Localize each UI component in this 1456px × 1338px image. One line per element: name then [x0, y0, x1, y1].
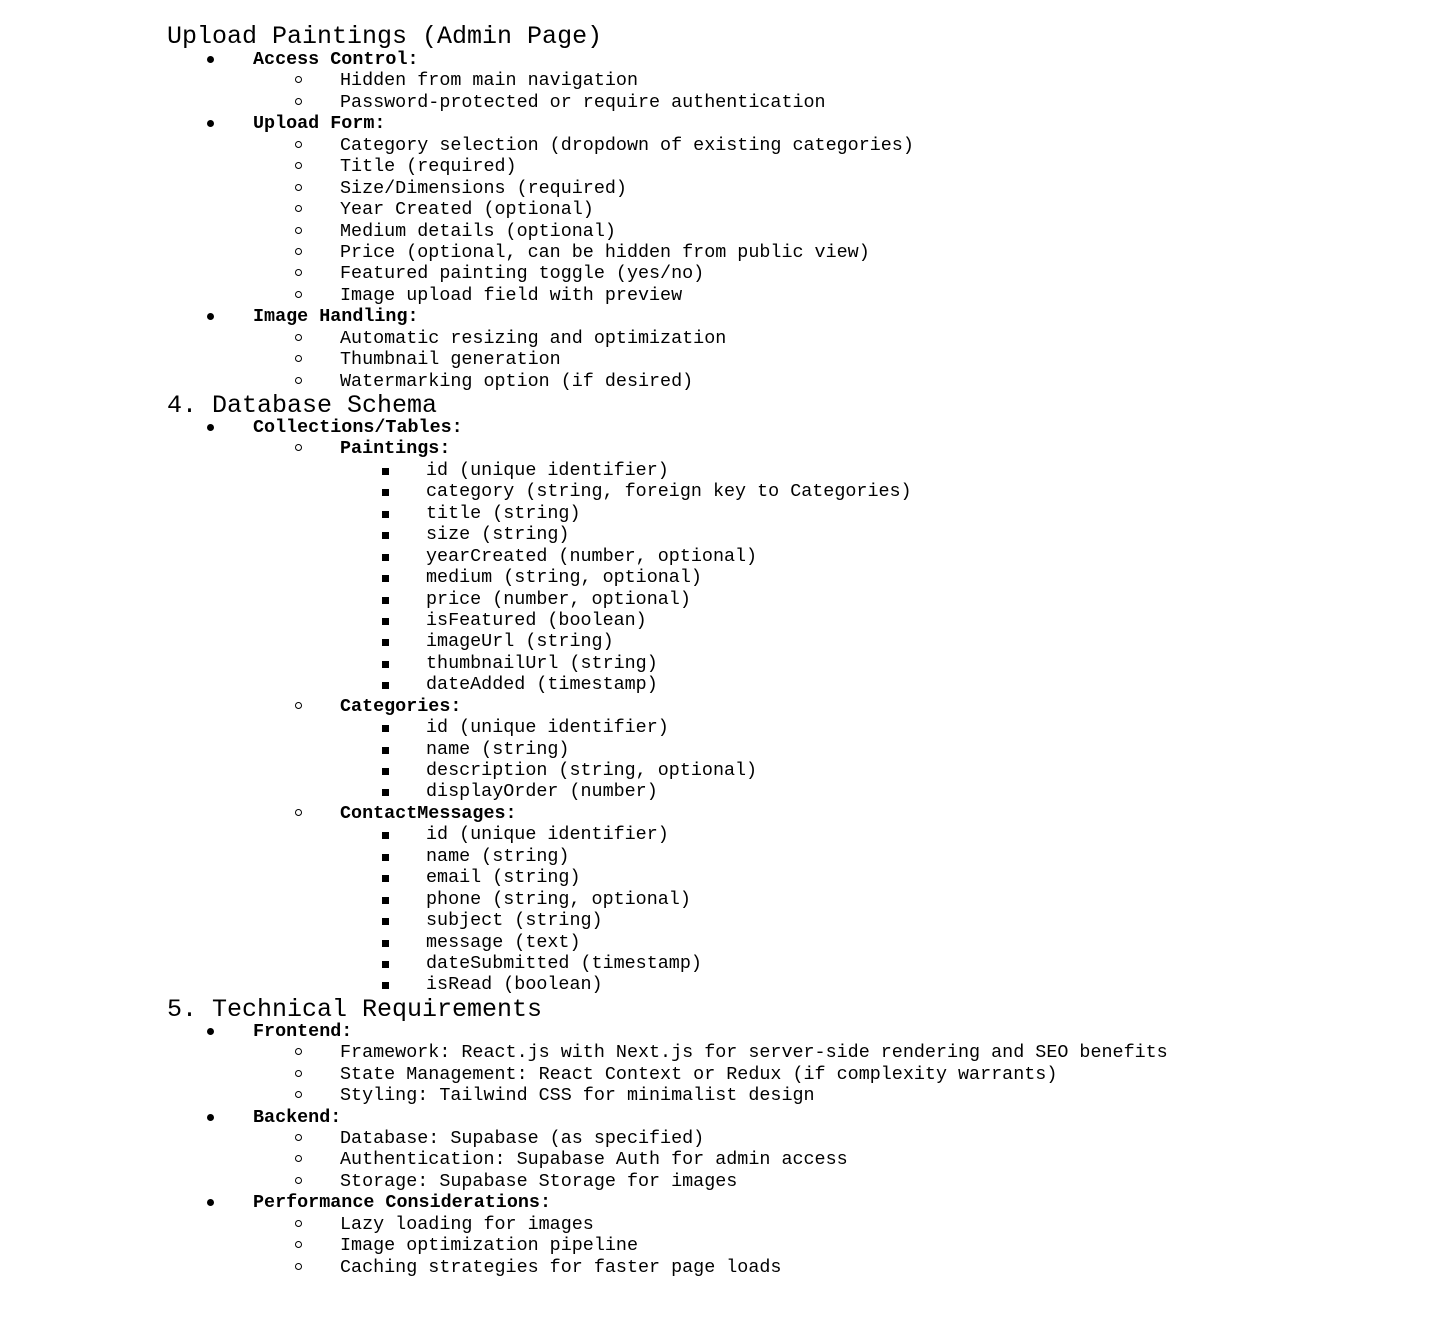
circle-bullet-icon [295, 1070, 302, 1077]
list-item-text: Image upload field with preview [340, 284, 683, 306]
group-item [167, 1107, 1437, 1128]
group-label: Frontend [253, 1020, 342, 1042]
list-item-text: Thumbnail generation [340, 349, 561, 371]
group-item [167, 1192, 1437, 1213]
field-item [167, 524, 1437, 545]
list-item [167, 178, 1437, 199]
field-text: yearCreated (number, optional) [426, 545, 758, 567]
field-item [167, 674, 1437, 695]
group-label: Collections/Tables [253, 417, 452, 438]
field-text: description (string, optional) [426, 760, 758, 781]
section-heading: 4. Database Schema [167, 391, 438, 420]
circle-bullet-icon [295, 205, 302, 212]
field-item [167, 631, 1437, 652]
field-item [167, 481, 1437, 502]
circle-bullet-icon [295, 1048, 302, 1055]
field-item [167, 932, 1437, 953]
subgroup-label: Paintings [340, 438, 440, 460]
group-label: Backend [253, 1106, 331, 1128]
field-item [167, 567, 1437, 588]
list-item [167, 70, 1437, 91]
field-text: imageUrl (string) [426, 631, 614, 653]
list-item [167, 1128, 1437, 1149]
list-item [167, 135, 1437, 156]
field-text: id (unique identifier) [426, 824, 669, 846]
field-text: name (string) [426, 845, 570, 867]
bullet-icon [207, 120, 214, 127]
field-text: message (text) [426, 931, 581, 953]
list-item-text: Year Created (optional) [340, 199, 594, 221]
group-label: Performance Considerations [253, 1192, 540, 1214]
list-item-text: Authentication: Supabase Auth for admin access [340, 1149, 848, 1171]
circle-bullet-icon [295, 355, 302, 362]
list-item-text: Caching strategies for faster page loads [340, 1256, 782, 1278]
circle-bullet-icon [295, 1091, 302, 1098]
field-text: email (string) [426, 867, 581, 889]
list-item [167, 1042, 1437, 1063]
field-text: id (unique identifier) [426, 717, 669, 739]
square-bullet-icon [382, 511, 389, 518]
group-label: Image Handling [253, 306, 408, 328]
field-text: price (number, optional) [426, 588, 691, 610]
list-item-text: Title (required) [340, 156, 517, 178]
circle-bullet-icon [295, 248, 302, 255]
square-bullet-icon [382, 618, 389, 625]
subgroup-item [167, 696, 1437, 717]
circle-bullet-icon [295, 1134, 302, 1141]
field-item [167, 460, 1437, 481]
label-colon: : [407, 306, 419, 328]
field-item [167, 974, 1437, 995]
group-item [167, 306, 1437, 327]
circle-bullet-icon [295, 702, 302, 709]
section-heading: Upload Paintings (Admin Page) [167, 22, 603, 51]
field-item [167, 610, 1437, 631]
circle-bullet-icon [295, 76, 302, 83]
circle-bullet-icon [295, 184, 302, 191]
list-item [167, 156, 1437, 177]
square-bullet-icon [382, 639, 389, 646]
list-item [167, 221, 1437, 242]
field-text: isFeatured (boolean) [426, 609, 647, 631]
square-bullet-icon [382, 532, 389, 539]
square-bullet-icon [382, 597, 389, 604]
circle-bullet-icon [295, 444, 302, 451]
field-text: id (unique identifier) [426, 459, 669, 481]
list-item-text: Password-protected or require authentication [340, 91, 826, 113]
list-item-text: Featured painting toggle (yes/no) [340, 263, 705, 285]
field-item [167, 717, 1437, 738]
circle-bullet-icon [295, 1241, 302, 1248]
list-item-text: Lazy loading for images [340, 1213, 594, 1235]
circle-bullet-icon [295, 291, 302, 298]
label-colon: : [539, 1192, 551, 1214]
square-bullet-icon [382, 982, 389, 989]
field-text: phone (string, optional) [426, 888, 691, 910]
circle-bullet-icon [295, 227, 302, 234]
list-item [167, 371, 1437, 392]
field-item [167, 653, 1437, 674]
list-item [167, 1064, 1437, 1085]
bullet-icon [207, 1028, 214, 1035]
field-text: size (string) [426, 524, 570, 546]
list-item-text: Framework: React.js with Next.js for server-side rendering and SEO benefits [340, 1042, 1168, 1064]
square-bullet-icon [382, 854, 389, 861]
circle-bullet-icon [295, 269, 302, 276]
circle-bullet-icon [295, 162, 302, 169]
circle-bullet-icon [295, 809, 302, 816]
list-item [167, 1235, 1437, 1256]
document-body [167, 22, 1437, 1278]
label-colon: : [330, 1106, 342, 1128]
list-item [167, 1257, 1437, 1278]
bullet-icon [207, 313, 214, 320]
label-colon: : [450, 695, 462, 717]
list-item-text: Size/Dimensions (required) [340, 177, 627, 199]
square-bullet-icon [382, 768, 389, 775]
group-label: Upload Form [253, 113, 375, 135]
list-item-text: Styling: Tailwind CSS for minimalist design [340, 1085, 815, 1107]
field-text: name (string) [426, 738, 570, 760]
field-item [167, 760, 1437, 781]
field-item [167, 889, 1437, 910]
list-item [167, 1085, 1437, 1106]
field-text: dateSubmitted (timestamp) [426, 952, 702, 974]
list-item-text: Watermarking option (if desired) [340, 370, 694, 392]
square-bullet-icon [382, 682, 389, 689]
list-item [167, 263, 1437, 284]
circle-bullet-icon [295, 377, 302, 384]
list-item-text: Category selection (dropdown of existing categories) [340, 134, 914, 156]
field-text: dateAdded (timestamp) [426, 674, 658, 696]
field-text: thumbnailUrl (string) [426, 652, 658, 674]
list-item-text: Automatic resizing and optimization [340, 327, 727, 349]
list-item-text: Hidden from main navigation [340, 70, 638, 92]
list-item [167, 1171, 1437, 1192]
label-colon: : [451, 417, 463, 438]
square-bullet-icon [382, 575, 389, 582]
field-item [167, 910, 1437, 931]
field-text: displayOrder (number) [426, 781, 658, 803]
label-colon: : [374, 113, 386, 135]
field-item [167, 739, 1437, 760]
list-item-text: Image optimization pipeline [340, 1235, 638, 1257]
group-item [167, 49, 1437, 70]
field-item [167, 824, 1437, 845]
subgroup-item [167, 803, 1437, 824]
circle-bullet-icon [295, 1155, 302, 1162]
list-item-text: Database: Supabase (as specified) [340, 1128, 705, 1149]
list-item [167, 242, 1437, 263]
section-heading: 5. Technical Requirements [167, 994, 543, 1024]
label-colon: : [341, 1020, 353, 1042]
field-item [167, 781, 1437, 802]
subgroup-label: ContactMessages [340, 802, 506, 824]
label-colon: : [439, 438, 451, 460]
square-bullet-icon [382, 554, 389, 561]
field-item [167, 503, 1437, 524]
list-item [167, 199, 1437, 220]
list-item-text: State Management: React Context or Redux (if complexity warrants) [340, 1063, 1058, 1085]
group-label: Access Control [253, 49, 408, 70]
bullet-icon [207, 56, 214, 63]
square-bullet-icon [382, 832, 389, 839]
square-bullet-icon [382, 468, 389, 475]
circle-bullet-icon [295, 334, 302, 341]
circle-bullet-icon [295, 1177, 302, 1184]
field-text: isRead (boolean) [426, 974, 603, 996]
field-text: title (string) [426, 502, 581, 524]
circle-bullet-icon [295, 1220, 302, 1227]
list-item [167, 349, 1437, 370]
square-bullet-icon [382, 789, 389, 796]
subgroup-item [167, 438, 1437, 459]
field-item [167, 589, 1437, 610]
list-item-text: Price (optional, can be hidden from public view) [340, 241, 870, 263]
list-item [167, 285, 1437, 306]
square-bullet-icon [382, 897, 389, 904]
field-item [167, 846, 1437, 867]
bullet-icon [207, 1199, 214, 1206]
list-item-text: Medium details (optional) [340, 220, 616, 242]
square-bullet-icon [382, 661, 389, 668]
square-bullet-icon [382, 961, 389, 968]
subgroup-label: Categories [340, 695, 451, 717]
square-bullet-icon [382, 940, 389, 947]
field-text: category (string, foreign key to Categories) [426, 481, 912, 503]
list-item [167, 1149, 1437, 1170]
circle-bullet-icon [295, 1263, 302, 1270]
field-text: medium (string, optional) [426, 567, 702, 589]
bullet-icon [207, 424, 214, 431]
group-item [167, 1021, 1437, 1042]
square-bullet-icon [382, 489, 389, 496]
group-item [167, 417, 1437, 438]
circle-bullet-icon [295, 141, 302, 148]
bullet-icon [207, 1114, 214, 1121]
list-item [167, 328, 1437, 349]
field-item [167, 546, 1437, 567]
circle-bullet-icon [295, 98, 302, 105]
list-item [167, 92, 1437, 113]
square-bullet-icon [382, 725, 389, 732]
group-item [167, 113, 1437, 134]
label-colon: : [407, 49, 419, 70]
square-bullet-icon [382, 918, 389, 925]
field-item [167, 953, 1437, 974]
label-colon: : [505, 802, 517, 824]
square-bullet-icon [382, 747, 389, 754]
field-item [167, 867, 1437, 888]
list-item [167, 1214, 1437, 1235]
field-text: subject (string) [426, 910, 603, 932]
square-bullet-icon [382, 875, 389, 882]
list-item-text: Storage: Supabase Storage for images [340, 1170, 738, 1192]
